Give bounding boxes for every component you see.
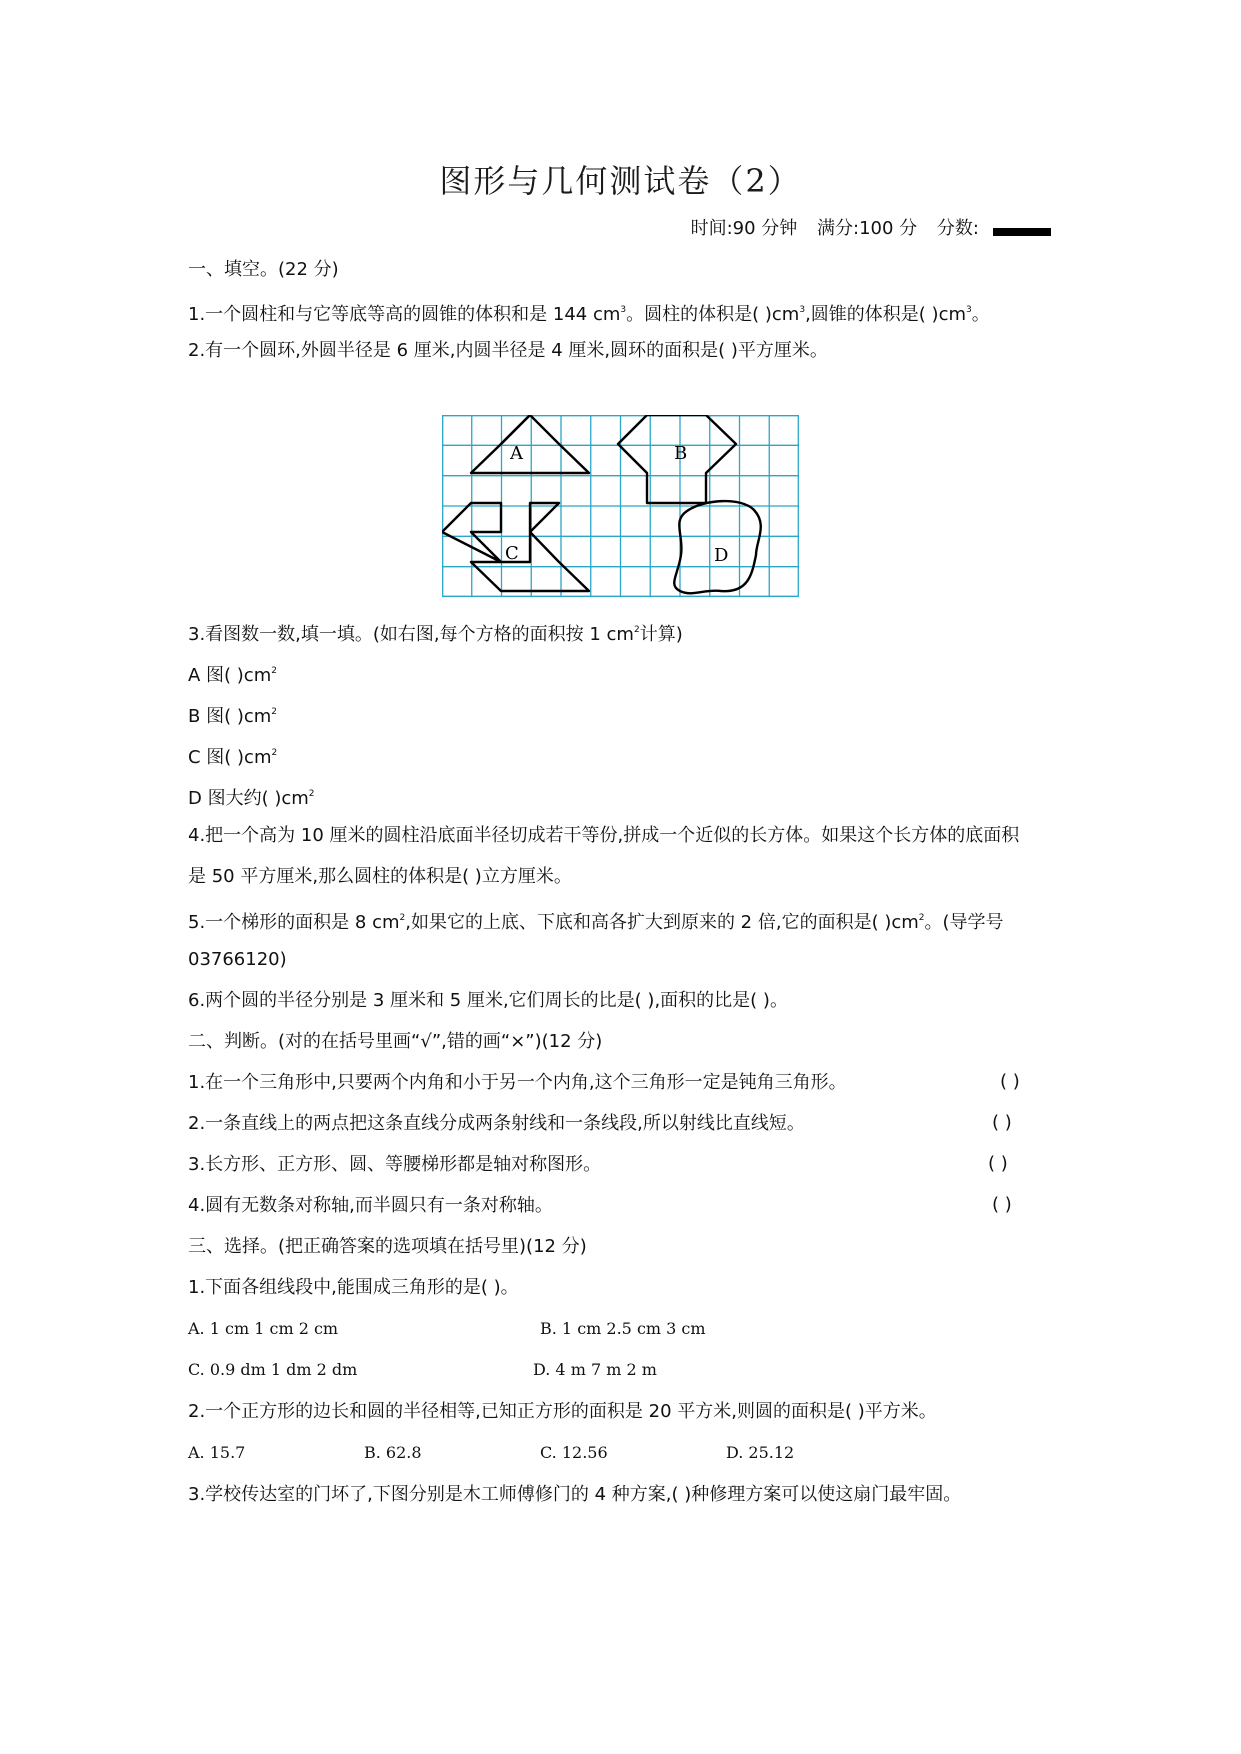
fill-q5-line2: 03766120) [188,949,287,970]
label-a: A [510,443,523,464]
score-blank [993,228,1051,236]
judge-q3: 3.长方形、正方形、圆、等腰梯形都是轴对称图形。 [188,1154,602,1175]
judge-q2-answer[interactable]: ( ) [992,1112,1012,1133]
shape-grid-figure [442,415,799,597]
section-fill-heading: 一、填空。(22 分) [188,259,339,280]
label-d: D [714,545,729,566]
judge-q3-answer[interactable]: ( ) [988,1153,1008,1174]
judge-q1: 1.在一个三角形中,只要两个内角和小于另一个内角,这个三角形一定是钝角三角形。 [188,1072,847,1093]
label-c: C [505,543,519,564]
choice-q1-option-b[interactable]: B. 1 cm 2.5 cm 3 cm [540,1319,706,1338]
shape-a [471,415,589,473]
choice-q1: 1.下面各组线段中,能围成三角形的是( )。 [188,1277,519,1298]
exam-meta [677,214,1051,240]
time-label: 时间:90 分钟 [690,218,798,239]
choice-q3: 3.学校传达室的门坏了,下图分别是木工师傅修门的 4 种方案,( )种修理方案可以使这扇门最牢固。 [188,1484,962,1505]
shape-a-top [501,415,530,444]
fill-q2: 2.有一个圆环,外圆半径是 6 厘米,内圆半径是 4 厘米,圆环的面积是( )平方厘米。 [188,340,828,361]
choice-q1-option-d[interactable]: D. 4 m 7 m 2 m [533,1360,657,1379]
choice-q1-option-a[interactable]: A. 1 cm 1 cm 2 cm [188,1319,339,1338]
full-score-label: 满分:100 分 [817,218,918,239]
fill-q3-a: A 图( )$cm^2$ [188,665,277,686]
fill-q3-d: D 图大约( )$cm^2$ [188,788,315,809]
fill-q3-c: C 图( )$cm^2$ [188,747,278,768]
page-title: 图形与几何测试卷（2） [439,162,802,200]
label-b: B [674,443,688,464]
choice-q1-option-c[interactable]: C. 0.9 dm 1 dm 2 dm [188,1360,358,1379]
fill-q1: 1.一个圆柱和与它等底等高的圆锥的体积和是 144 $cm^3$。圆柱的体积是( )$cm^3$,圆锥的体积是( )$cm^3$。 [188,304,990,325]
choice-q2-option-c[interactable]: C. 12.56 [540,1443,608,1462]
fill-q6: 6.两个圆的半径分别是 3 厘米和 5 厘米,它们周长的比是( ),面积的比是( )。 [188,990,788,1011]
fill-q4-line1: 4.把一个高为 10 厘米的圆柱沿底面半径切成若干等份,拼成一个近似的长方体。如果这个长方体的底面积 [188,825,1020,846]
score-label: 分数: [937,218,1051,239]
choice-q2-option-b[interactable]: B. 62.8 [364,1443,422,1462]
judge-q4: 4.圆有无数条对称轴,而半圆只有一条对称轴。 [188,1195,553,1216]
fill-q4-line2: 是 50 平方厘米,那么圆柱的体积是( )立方厘米。 [188,866,572,887]
section-choice-heading: 三、选择。(把正确答案的选项填在括号里)(12 分) [188,1236,587,1257]
judge-q2: 2.一条直线上的两点把这条直线分成两条射线和一条线段,所以射线比直线短。 [188,1113,805,1134]
fill-q3: 3.看图数一数,填一填。(如右图,每个方格的面积按 1 $cm^2$计算) [188,624,683,645]
choice-q2: 2.一个正方形的边长和圆的半径相等,已知正方形的面积是 20 平方米,则圆的面积是( )平方米。 [188,1401,937,1422]
judge-q4-answer[interactable]: ( ) [992,1194,1012,1215]
choice-q2-option-a[interactable]: A. 15.7 [188,1443,246,1462]
judge-q1-answer[interactable]: ( ) [1000,1071,1020,1092]
section-judge-heading: 二、判断。(对的在括号里画“√”,错的画“×”)(12 分) [188,1031,603,1052]
fill-q3-b: B 图( )$cm^2$ [188,706,278,727]
choice-q2-option-d[interactable]: D. 25.12 [726,1443,795,1462]
fill-q5: 5.一个梯形的面积是 8 $cm^2$,如果它的上底、下底和高各扩大到原来的 2 倍,它的面积是( )$cm^2$。(导学号 [188,912,1004,933]
